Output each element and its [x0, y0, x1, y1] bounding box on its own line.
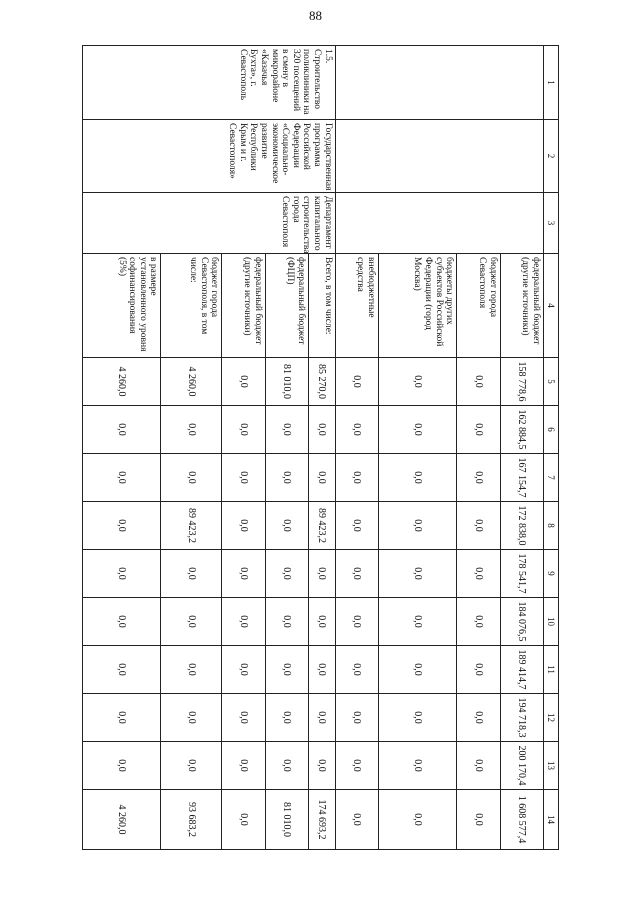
value-cell: 0,0: [265, 406, 308, 454]
value-cell: 0,0: [378, 694, 456, 742]
value-cell: 0,0: [457, 742, 500, 790]
value-cell: 184 076,5: [500, 598, 543, 646]
value-cell: 200 170,4: [500, 742, 543, 790]
value-cell: 0,0: [457, 454, 500, 502]
value-cell: 0,0: [378, 550, 456, 598]
value-cell: 178 541,7: [500, 550, 543, 598]
item-executor: Департамент капитального строительства города Севастополя: [83, 193, 336, 254]
value-cell: 0,0: [308, 694, 335, 742]
value-cell: 0,0: [222, 406, 265, 454]
column-number: 6: [544, 406, 559, 454]
value-cell: 0,0: [83, 454, 161, 502]
table-row: [308, 46, 335, 850]
total-cell: 0,0: [222, 790, 265, 850]
value-cell: 0,0: [378, 646, 456, 694]
column-number: 3: [544, 193, 559, 254]
value-cell: 0,0: [457, 550, 500, 598]
value-cell: 0,0: [161, 646, 222, 694]
column-number: 9: [544, 550, 559, 598]
empty-cell: [335, 120, 543, 193]
column-number: 5: [544, 358, 559, 406]
value-cell: 0,0: [457, 598, 500, 646]
column-number: 7: [544, 454, 559, 502]
value-cell: 0,0: [161, 742, 222, 790]
value-cell: 0,0: [83, 742, 161, 790]
item-name: 1.5. Строительство поликлиники на 320 посещений в смену в микрорайоне «Казачья Бухта», г. Севастополь: [83, 46, 336, 120]
value-cell: 158 778,6: [500, 358, 543, 406]
value-cell: 85 270,0: [308, 358, 335, 406]
value-cell: 0,0: [308, 646, 335, 694]
value-cell: 0,0: [335, 406, 378, 454]
value-cell: 0,0: [222, 598, 265, 646]
value-cell: 0,0: [83, 598, 161, 646]
value-cell: 0,0: [335, 598, 378, 646]
value-cell: 0,0: [335, 646, 378, 694]
value-cell: 0,0: [308, 742, 335, 790]
value-cell: 0,0: [335, 358, 378, 406]
value-cell: 0,0: [83, 406, 161, 454]
column-number: 11: [544, 646, 559, 694]
column-number: 2: [544, 120, 559, 193]
value-cell: 0,0: [222, 742, 265, 790]
value-cell: 0,0: [457, 646, 500, 694]
value-cell: 0,0: [161, 694, 222, 742]
funding-source: в размере установленного уровня софинансирования (5%): [83, 254, 161, 358]
column-number: 8: [544, 502, 559, 550]
value-cell: 0,0: [457, 358, 500, 406]
total-cell: 81 010,0: [265, 790, 308, 850]
value-cell: 194 718,3: [500, 694, 543, 742]
funding-source: федеральный бюджет (другие источники): [222, 254, 265, 358]
value-cell: 0,0: [308, 454, 335, 502]
funding-table: [82, 45, 559, 850]
value-cell: 0,0: [308, 550, 335, 598]
value-cell: 0,0: [457, 502, 500, 550]
item-program: Государственная программа Российской Федерации «Социально-экономическое развитие Республики Крым и г. Севастополя»: [83, 120, 336, 193]
value-cell: 0,0: [378, 502, 456, 550]
value-cell: 0,0: [265, 598, 308, 646]
value-cell: 81 010,0: [265, 358, 308, 406]
column-number: 12: [544, 694, 559, 742]
column-number-row: [544, 46, 559, 850]
value-cell: 0,0: [222, 502, 265, 550]
funding-source: внебюджетные средства: [335, 254, 378, 358]
rotated-table-wrapper: [82, 45, 559, 848]
total-cell: 0,0: [335, 790, 378, 850]
value-cell: 0,0: [83, 550, 161, 598]
empty-cell: [335, 193, 543, 254]
value-cell: 0,0: [378, 358, 456, 406]
value-cell: 0,0: [161, 550, 222, 598]
funding-source: федеральный бюджет (ФЦП): [265, 254, 308, 358]
value-cell: 0,0: [335, 502, 378, 550]
value-cell: 0,0: [83, 694, 161, 742]
value-cell: 0,0: [335, 454, 378, 502]
value-cell: 0,0: [265, 742, 308, 790]
funding-source: бюджет города Севастополя: [457, 254, 500, 358]
value-cell: 0,0: [308, 598, 335, 646]
funding-source: федеральный бюджет (другие источники): [500, 254, 543, 358]
total-cell: 174 693,2: [308, 790, 335, 850]
value-cell: 0,0: [83, 502, 161, 550]
value-cell: 4 260,0: [83, 358, 161, 406]
value-cell: 0,0: [378, 454, 456, 502]
page-number: 88: [309, 8, 322, 23]
value-cell: 172 838,0: [500, 502, 543, 550]
value-cell: 0,0: [265, 550, 308, 598]
value-cell: 0,0: [378, 406, 456, 454]
value-cell: 0,0: [457, 694, 500, 742]
value-cell: 167 154,7: [500, 454, 543, 502]
total-cell: 0,0: [378, 790, 456, 850]
value-cell: 89 423,2: [308, 502, 335, 550]
value-cell: 0,0: [265, 454, 308, 502]
value-cell: 162 884,5: [500, 406, 543, 454]
value-cell: 0,0: [335, 742, 378, 790]
value-cell: 0,0: [161, 598, 222, 646]
value-cell: 0,0: [265, 694, 308, 742]
value-cell: 0,0: [222, 694, 265, 742]
value-cell: 89 423,2: [161, 502, 222, 550]
value-cell: 0,0: [161, 406, 222, 454]
funding-source: Всего, в том числе:: [308, 254, 335, 358]
total-cell: 0,0: [457, 790, 500, 850]
total-cell: 93 683,2: [161, 790, 222, 850]
value-cell: 0,0: [378, 598, 456, 646]
total-cell: 1 608 577,4: [500, 790, 543, 850]
value-cell: 0,0: [222, 550, 265, 598]
value-cell: 0,0: [265, 502, 308, 550]
funding-source: бюджет города Севастополя, в том числе:: [161, 254, 222, 358]
value-cell: 0,0: [457, 406, 500, 454]
column-number: 10: [544, 598, 559, 646]
value-cell: 4 260,0: [161, 358, 222, 406]
value-cell: 0,0: [265, 646, 308, 694]
table-row: [500, 46, 543, 850]
value-cell: 0,0: [222, 454, 265, 502]
value-cell: 0,0: [308, 406, 335, 454]
empty-cell: [335, 46, 543, 120]
column-number: 14: [544, 790, 559, 850]
value-cell: 0,0: [378, 742, 456, 790]
value-cell: 0,0: [83, 646, 161, 694]
value-cell: 0,0: [161, 454, 222, 502]
value-cell: 0,0: [335, 550, 378, 598]
column-number: 13: [544, 742, 559, 790]
value-cell: 189 414,7: [500, 646, 543, 694]
column-number: 4: [544, 254, 559, 358]
value-cell: 0,0: [222, 646, 265, 694]
total-cell: 4 260,0: [83, 790, 161, 850]
column-number: 1: [544, 46, 559, 120]
funding-source: бюджеты других субъектов Российской Федерации (город Москва): [378, 254, 456, 358]
value-cell: 0,0: [335, 694, 378, 742]
value-cell: 0,0: [222, 358, 265, 406]
